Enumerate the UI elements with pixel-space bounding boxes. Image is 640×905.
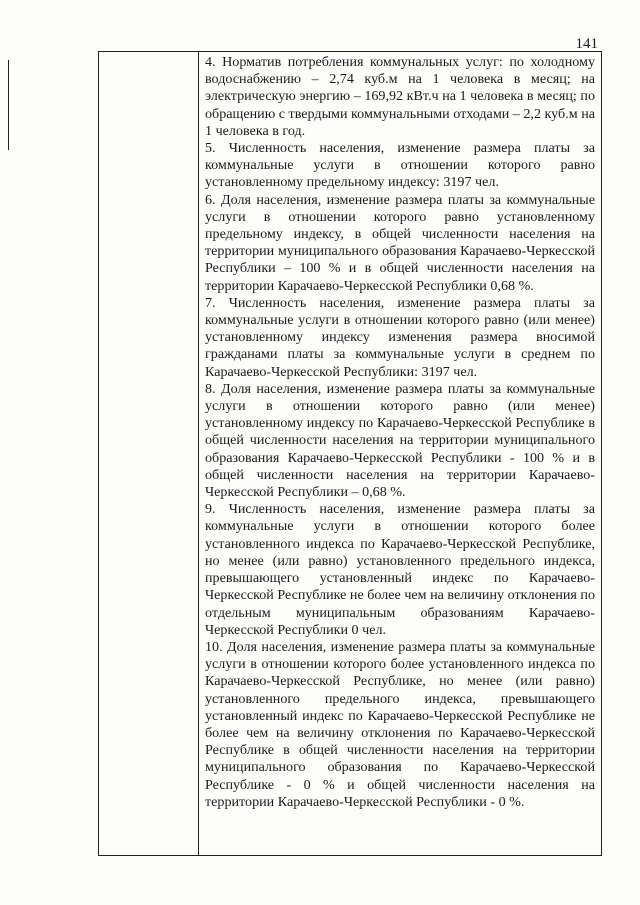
table-right-cell [199,52,601,855]
margin-line [8,60,9,150]
table-left-cell [99,52,199,855]
paragraph-item-9: 9. Численность населения, изменение размера платы за коммунальные услуги в отношении которого более установленного индекса по Карачаево-Черкесской Республике, но менее (или равно) установленного предельного индекса, превышающего установленный индекс по Карачаево-Черкесской Республике не более чем на величину отклонения по отдельным муниципальным образованиям Карачаево-Черкесской Республики 0 чел. [205,501,596,638]
page-number: 141 [575,36,598,52]
document-table [98,51,602,856]
paragraph-item-5: 5. Численность населения, изменение размера платы за коммунальные услуги в отношении которого равно установленному предельному индексу: 3197 чел. [205,140,595,191]
paragraph-item-6: 6. Доля населения, изменение размера платы за коммунальные услуги в отношении которого равно установленному предельному индексу, в общей численности населения на территории муниципального образования Карачаево-Черкесской Республики – 100 % и в общей численности населения на территории Карачаево-Черкесской Республики 0,68 %. [205,191,595,294]
paragraph-item-4: 4. Норматив потребления коммунальных услуг: по холодному водоснабжению – 2,74 куб.м на 1 человека в месяц; на электрическую энергию – 169,92 кВт.ч на 1 человека в месяц; по обращению с твердыми коммунальными отходами – 2,2 куб.м на 1 человека в год. [205,54,595,139]
paragraph-item-8: 8. Доля населения, изменение размера платы за коммунальные услуги в отношении которого равно (или менее) установленному индексу по Карачаево-Черкесской Республике в общей численности населения на территории муниципального образования Карачаево-Черкесской Республики - 100 % и в общей численности населения на территории Карачаево-Черкесской Республики – 0,68 %. [205,380,595,501]
paragraph-item-7: 7. Численность населения, изменение размера платы за коммунальные услуги в отношении которого равно (или менее) установленному индексу изменения размера вносимой гражданами платы за коммунальные услуги в среднем по Карачаево-Черкесской Республики: 3197 чел. [205,294,595,380]
paragraph-item-10: 10. Доля населения, изменение размера платы за коммунальные услуги в отношении которого более установленного индекса по Карачаево-Черкесской Республике, но менее (или равно) установленного предельного индекса, превышающего установленный индекс по Карачаево-Черкесской Республике не более чем на величину отклонения по Карачаево-Черкесской Республике в общей численности населения на территории муниципального образования по Карачаево-Черкесской Республике - 0 % и общей численности населения на территории Карачаево-Черкесской Республики - 0 %. [205,638,595,810]
